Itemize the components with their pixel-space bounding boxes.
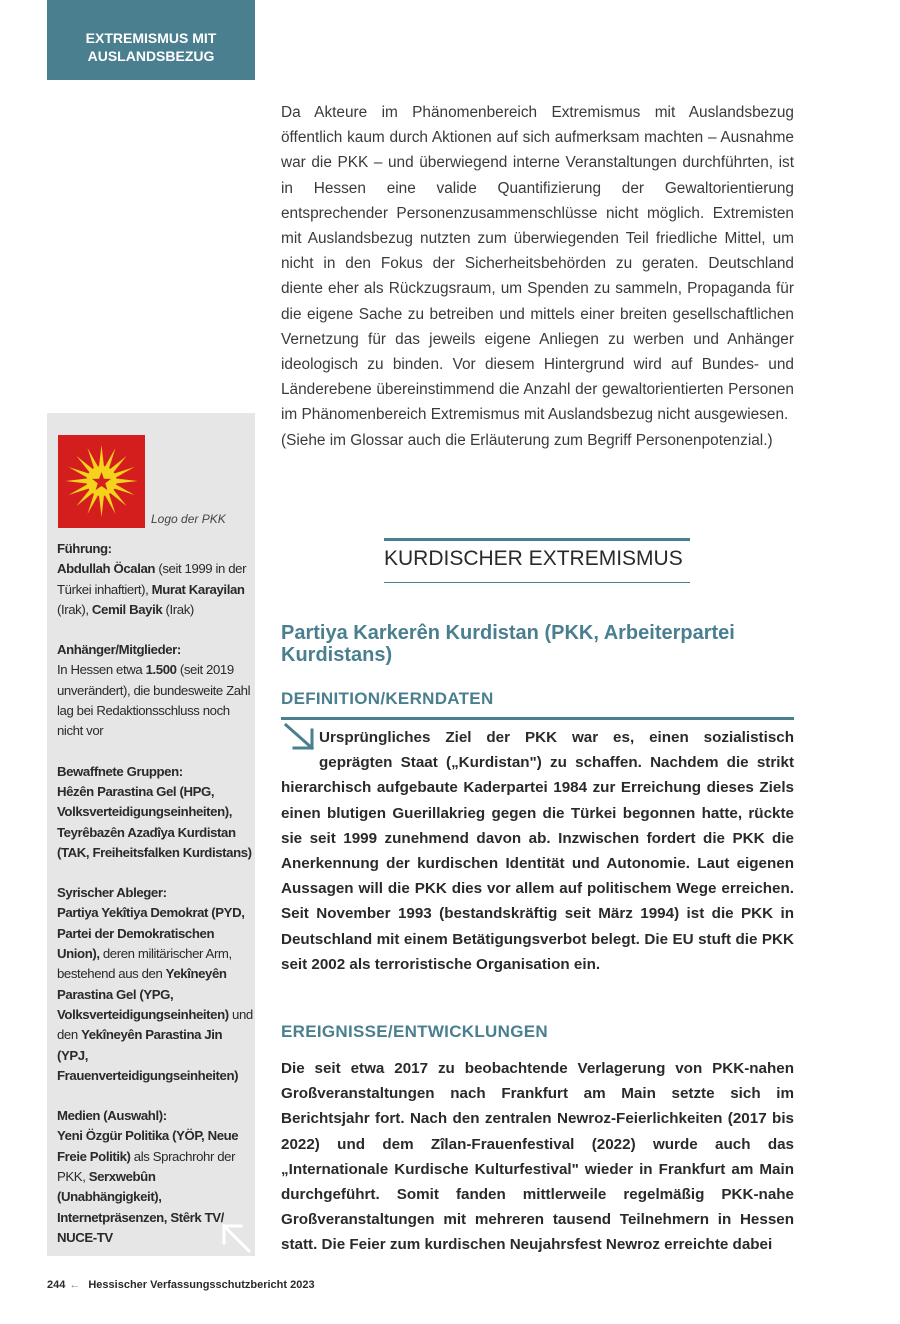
factbox-text bbox=[57, 539, 253, 1268]
leadership-heading: Führung: bbox=[57, 541, 112, 556]
leader-bayik-note: (Irak) bbox=[162, 601, 194, 617]
members-heading: Anhänger/Mitglieder: bbox=[57, 642, 181, 658]
leader-oecalan-note: (seit 1999 in der Türkei inhaftiert), bbox=[57, 561, 247, 597]
section-heading: KURDISCHER EXTREMISMUS bbox=[384, 547, 683, 570]
page-number: 244 bbox=[47, 1279, 66, 1291]
members-text-start: In Hessen etwa bbox=[57, 662, 146, 678]
syrian-branch-heading: Syrischer Ableger: bbox=[57, 885, 167, 901]
definition-heading: DEFINITION/KERNDATEN bbox=[281, 689, 494, 708]
publication-title: Hessischer Verfassungsschutzbericht 2023 bbox=[88, 1279, 315, 1291]
chapter-tag-line2: AUSLANDSBEZUG bbox=[87, 48, 215, 64]
org-title: Partiya Karkerên Kurdistan (PKK, Arbeiterpartei Kurdistans) bbox=[281, 622, 735, 666]
leader-oecalan: Abdullah Öcalan bbox=[57, 561, 156, 577]
fact-leadership bbox=[57, 539, 253, 620]
intro-paragraph: Da Akteure im Phänomenbereich Extremismus mit Auslandsbezug öffentlich kaum durch Aktionen auf sich aufmerksam machten – Ausnahme war die PKK – und überwiegend interne Veranstaltungen durchführten, ist in Hessen eine valide Quantifizierung der Gewaltorientierung entsprechender Personenzusammenschlüsse nicht möglich. Extremisten mit Auslandsbezug nutzten zum überwiegenden Teil friedliche Mittel, um nicht in den Fokus der Sicherheitsbehörden zu geraten. Deutschland diente eher als Rückzugsraum, um Spenden zu sammeln, Propaganda für die eigene Sache zu betreiben und mittels einer breiten gesellschaftlichen Vernetzung für das jeweils eigene Anliegen zu werben und Anhänger ideologisch zu binden. Vor diesem Hintergrund wird auf Bundes- und Länderebene übereinstimmend die Anzahl der gewaltorientierten Personen im Phänomenbereich Extremismus mit Auslandsbezug nicht ausgewiesen. bbox=[281, 104, 794, 424]
definition-text: Ursprüngliches Ziel der PKK war es, einen sozialistisch geprägten Staat („Kurdistan") zu schaffen. Nachdem die strikt hierarchisch aufgebaute Kaderpartei 1984 zur Erreichung dieses Ziels einen blutigen Guerillakrieg gegen die Türkei begonnen hatte, rückte sie seit 1999 zunehmend davon ab. Inzwischen fordert die PKK die Anerkennung der kurdischen Identität und Autonomie. Laut eigenen Aussagen will die PKK dies vor allem auf politischem Wege erreichen. Seit November 1993 (bestandskräftig seit März 1994) ist die PKK in Deutschland mit einem Betätigungsverbot belegt. Die EU stuft die PKK seit 2002 als terroristische Organisation ein. bbox=[281, 729, 794, 973]
media-text1: als Sprachrohr der PKK, bbox=[57, 1148, 236, 1185]
syrian-text2: und den bbox=[57, 1006, 253, 1043]
armed-groups-heading: Bewaffnete Gruppen: bbox=[57, 763, 183, 779]
fact-syrian-branch bbox=[57, 883, 253, 1086]
media-heading: Medien (Auswahl): bbox=[57, 1108, 167, 1124]
logo-caption: Logo der PKK bbox=[151, 512, 226, 526]
media-others: Serxwebûn (Unabhängigkeit), Internetpräsenzen, Stêrk TV/ NUCE-TV bbox=[57, 1169, 224, 1245]
chapter-tag-line1: EXTREMISMUS MIT bbox=[85, 30, 217, 46]
fact-members bbox=[57, 640, 253, 741]
syrian-ypg: Yekîneyên Parastina Gel (YPG, Volksverteidigungseinheiten) bbox=[57, 966, 229, 1022]
syrian-ypj: Yekîneyên Parastina Jin (YPJ, Frauenverteidigungseinheiten) bbox=[57, 1027, 239, 1083]
arrow-left-icon: ← bbox=[69, 1279, 81, 1291]
events-heading: EREIGNISSE/ENTWICKLUNGEN bbox=[281, 1022, 548, 1041]
leader-karayilan-note: (Irak), bbox=[57, 601, 92, 617]
chapter-tag bbox=[47, 0, 255, 80]
events-text: Die seit etwa 2017 zu beobachtende Verlagerung von PKK-nahen Großveranstaltungen nach Frankfurt am Main setzte sich im Berichtsjahr fort. Nach den zentralen Newroz-Feierlichkeiten (2017 bis 2022) und dem Zîlan-Frauenfestival (2022) wurde auch das „Internationale Kurdische Kulturfestival" wieder in Frankfurt am Main durchgeführt. Somit fanden mittlerweile regelmäßig PKK-nahe Großveranstaltungen mit mehreren tausend Teilnehmern in Hessen statt. Die Feier zum kurdischen Neujahrsfest Newroz erreichte dabei bbox=[281, 1060, 794, 1254]
fact-armed-groups bbox=[57, 762, 253, 863]
section-rule-top bbox=[384, 538, 690, 541]
members-text-end: (seit 2019 unverändert), die bundesweite Zahl lag bei Redaktionsschluss noch nicht vor bbox=[57, 662, 251, 739]
definition-rule bbox=[281, 717, 794, 720]
glossary-note: (Siehe im Glossar auch die Erläuterung zum Begriff Personenpotenzial.) bbox=[281, 431, 773, 449]
intro-section bbox=[281, 100, 794, 453]
pkk-logo bbox=[58, 435, 145, 528]
syrian-text1: deren militärischer Arm, bestehend aus den bbox=[57, 946, 232, 982]
armed-groups-text: Hêzên Parastina Gel (HPG, Volksverteidigungseinheiten), Teyrêbazên Azadîya Kurdistan (TAK, Freiheitsfalken Kurdistans) bbox=[57, 783, 252, 860]
leader-karayilan: Murat Karayilan bbox=[151, 581, 245, 597]
leader-bayik: Cemil Bayik bbox=[91, 601, 163, 617]
section-rule-bottom bbox=[384, 582, 690, 583]
media-yoep: Yeni Özgür Politika (YÖP, Neue Freie Politik) bbox=[57, 1128, 239, 1164]
syrian-pyd: Partiya Yekîtiya Demokrat (PYD, Partei der Demokratischen Union), bbox=[57, 905, 245, 962]
members-count: 1.500 bbox=[145, 662, 177, 678]
sidebar-factbox bbox=[47, 413, 255, 1256]
page-footer bbox=[47, 1279, 315, 1291]
arrow-up-left-icon bbox=[219, 1221, 253, 1255]
